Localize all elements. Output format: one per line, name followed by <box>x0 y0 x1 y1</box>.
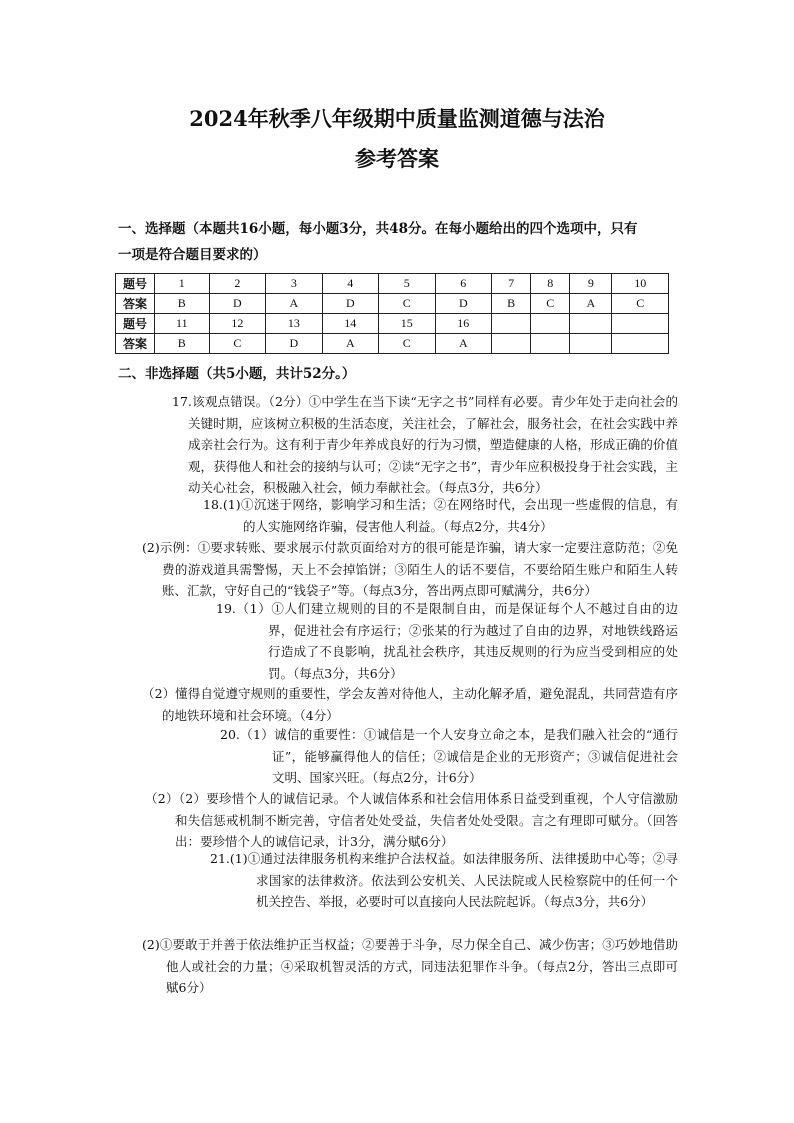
table-cell: C <box>209 334 265 354</box>
table-cell: 14 <box>322 314 378 334</box>
table-cell: 9 <box>570 274 612 294</box>
table-cell: 3 <box>266 274 322 294</box>
table-cell <box>531 314 570 334</box>
table-row-answers-1 <box>116 294 669 314</box>
section1-heading-line2: 一项是符合题目要求的） <box>118 247 267 263</box>
table-cell: 11 <box>155 314 210 334</box>
table-cell: 1 <box>155 274 210 294</box>
table-cell: 6 <box>435 274 491 294</box>
table-cell: B <box>492 294 531 314</box>
table-cell <box>570 314 612 334</box>
table-cell: A <box>570 294 612 314</box>
table-cell: C <box>612 294 669 314</box>
answer-q18-part2: (2)示例：①要求转账、要求展示付款页面给对方的很可能是诈骗，请大家一定要注意防范；②免费的游戏道具需警惕，天上不会掉馅饼；③陌生人的话不要信，不要给陌生账户和陌生人转账、汇款，守好自己的“钱袋子”等。（每点3分，答出两点即可赋满分，共6分） <box>142 540 678 598</box>
table-cell: B <box>155 294 210 314</box>
table-cell <box>492 334 531 354</box>
table-cell: 7 <box>492 274 531 294</box>
table-cell: 5 <box>379 274 435 294</box>
answer-table <box>115 273 669 354</box>
table-cell: 4 <box>322 274 378 294</box>
table-row-numbers-2 <box>116 314 669 334</box>
document-title: 2024年秋季八年级期中质量监测道德与法治 <box>189 106 605 131</box>
document-subtitle: 参考答案 <box>355 146 439 171</box>
section2-heading: 二、非选择题（共5小题，共计52分。） <box>118 366 356 382</box>
answer-q17: 17.该观点错误。（2分）①中学生在当下读“无字之书”同样有必要。青少年处于走向社会的关键时期，应该树立积极的生活态度，关注社会，了解社会，服务社会，在社会实践中养成亲社会行为。这有利于青少年养成良好的行为习惯，塑造健康的人格，形成正确的价值观，获得他人和社会的接纳与认可；②读“无字之书”，青少年应积极投身于社会实践，主动关心社会，积极融入社会，倾力奉献社会。（每点3分，共6分） <box>172 394 678 495</box>
table-cell: A <box>322 334 378 354</box>
table-cell: A <box>266 294 322 314</box>
table-cell: C <box>379 294 435 314</box>
table-cell: D <box>435 294 491 314</box>
table-cell: 8 <box>531 274 570 294</box>
table-cell <box>492 314 531 334</box>
table-cell: 2 <box>209 274 265 294</box>
table-row-label: 题号 <box>116 314 155 334</box>
answer-q20-part2: （2）（2）要珍惜个人的诚信记录。个人诚信体系和社会信用体系日益受到重视，个人守信激励和失信惩戒机制不断完善，守信者处处受益，失信者处处受限。言之有理即可赋分。（回答出：要珍惜个人的诚信记录，计3分，满分赋6分） <box>145 791 678 849</box>
answer-q19-part2: （2）懂得自觉遵守规则的重要性，学会友善对待他人，主动化解矛盾，避免混乱，共同营造有序的地铁环境和社会环境。（4分） <box>142 686 678 723</box>
table-cell <box>570 334 612 354</box>
answer-q20-part1: 20.（1）诚信的重要性：①诚信是一个人安身立命之本，是我们融入社会的“通行证”，能够赢得他人的信任；②诚信是企业的无形资产；③诚信促进社会文明、国家兴旺。（每点2分，计6分） <box>220 727 678 785</box>
table-cell <box>612 314 669 334</box>
table-cell: 16 <box>435 314 491 334</box>
table-row-label: 题号 <box>116 274 155 294</box>
table-cell: B <box>155 334 210 354</box>
table-row-label: 答案 <box>116 294 155 314</box>
table-cell: 12 <box>209 314 265 334</box>
table-cell <box>531 334 570 354</box>
answer-q19-part1: 19.（1）①人们建立规则的目的不是限制自由，而是保证每个人不越过自由的边界，促进社会有序运行；②张某的行为越过了自由的边界，对地铁线路运行造成了不良影响，扰乱社会秩序，其违反规则的行为应当受到相应的处罚。（每点3分，共6分） <box>216 601 678 681</box>
answer-q18-part1: 18.(1)①沉迷于网络，影响学习和生活；②在网络时代，会出现一些虚假的信息，有的人实施网络诈骗，侵害他人利益。（每点2分，共4分） <box>203 497 678 534</box>
answer-q21-part2: (2)①要敢于并善于依法维护正当权益；②要善于斗争，尽力保全自己、减少伤害；③巧妙地借助他人或社会的力量；④采取机智灵活的方式，同违法犯罪作斗争。（每点2分，答出三点即可赋6分） <box>142 937 678 995</box>
table-cell: 15 <box>379 314 435 334</box>
table-row-answers-2 <box>116 334 669 354</box>
table-row-label: 答案 <box>116 334 155 354</box>
table-row-numbers-1 <box>116 274 669 294</box>
table-cell: D <box>266 334 322 354</box>
table-cell: C <box>379 334 435 354</box>
section1-heading-line1: 一、选择题（本题共16小题，每小题3分，共48分。在每小题给出的四个选项中，只有 <box>118 221 638 237</box>
table-cell: A <box>435 334 491 354</box>
table-cell: 10 <box>612 274 669 294</box>
answer-q21-part1: 21.(1)①通过法律服务机构来维护合法权益。如法律服务所、法律援助中心等；②寻求国家的法律救济。依法到公安机关、人民法院或人民检察院中的任何一个机关控告、举报，必要时可以直接向人民法院起诉。（每点3分，共6分） <box>210 851 678 909</box>
table-cell: 13 <box>266 314 322 334</box>
table-cell: D <box>322 294 378 314</box>
table-cell <box>612 334 669 354</box>
table-cell: C <box>531 294 570 314</box>
table-cell: D <box>209 294 265 314</box>
